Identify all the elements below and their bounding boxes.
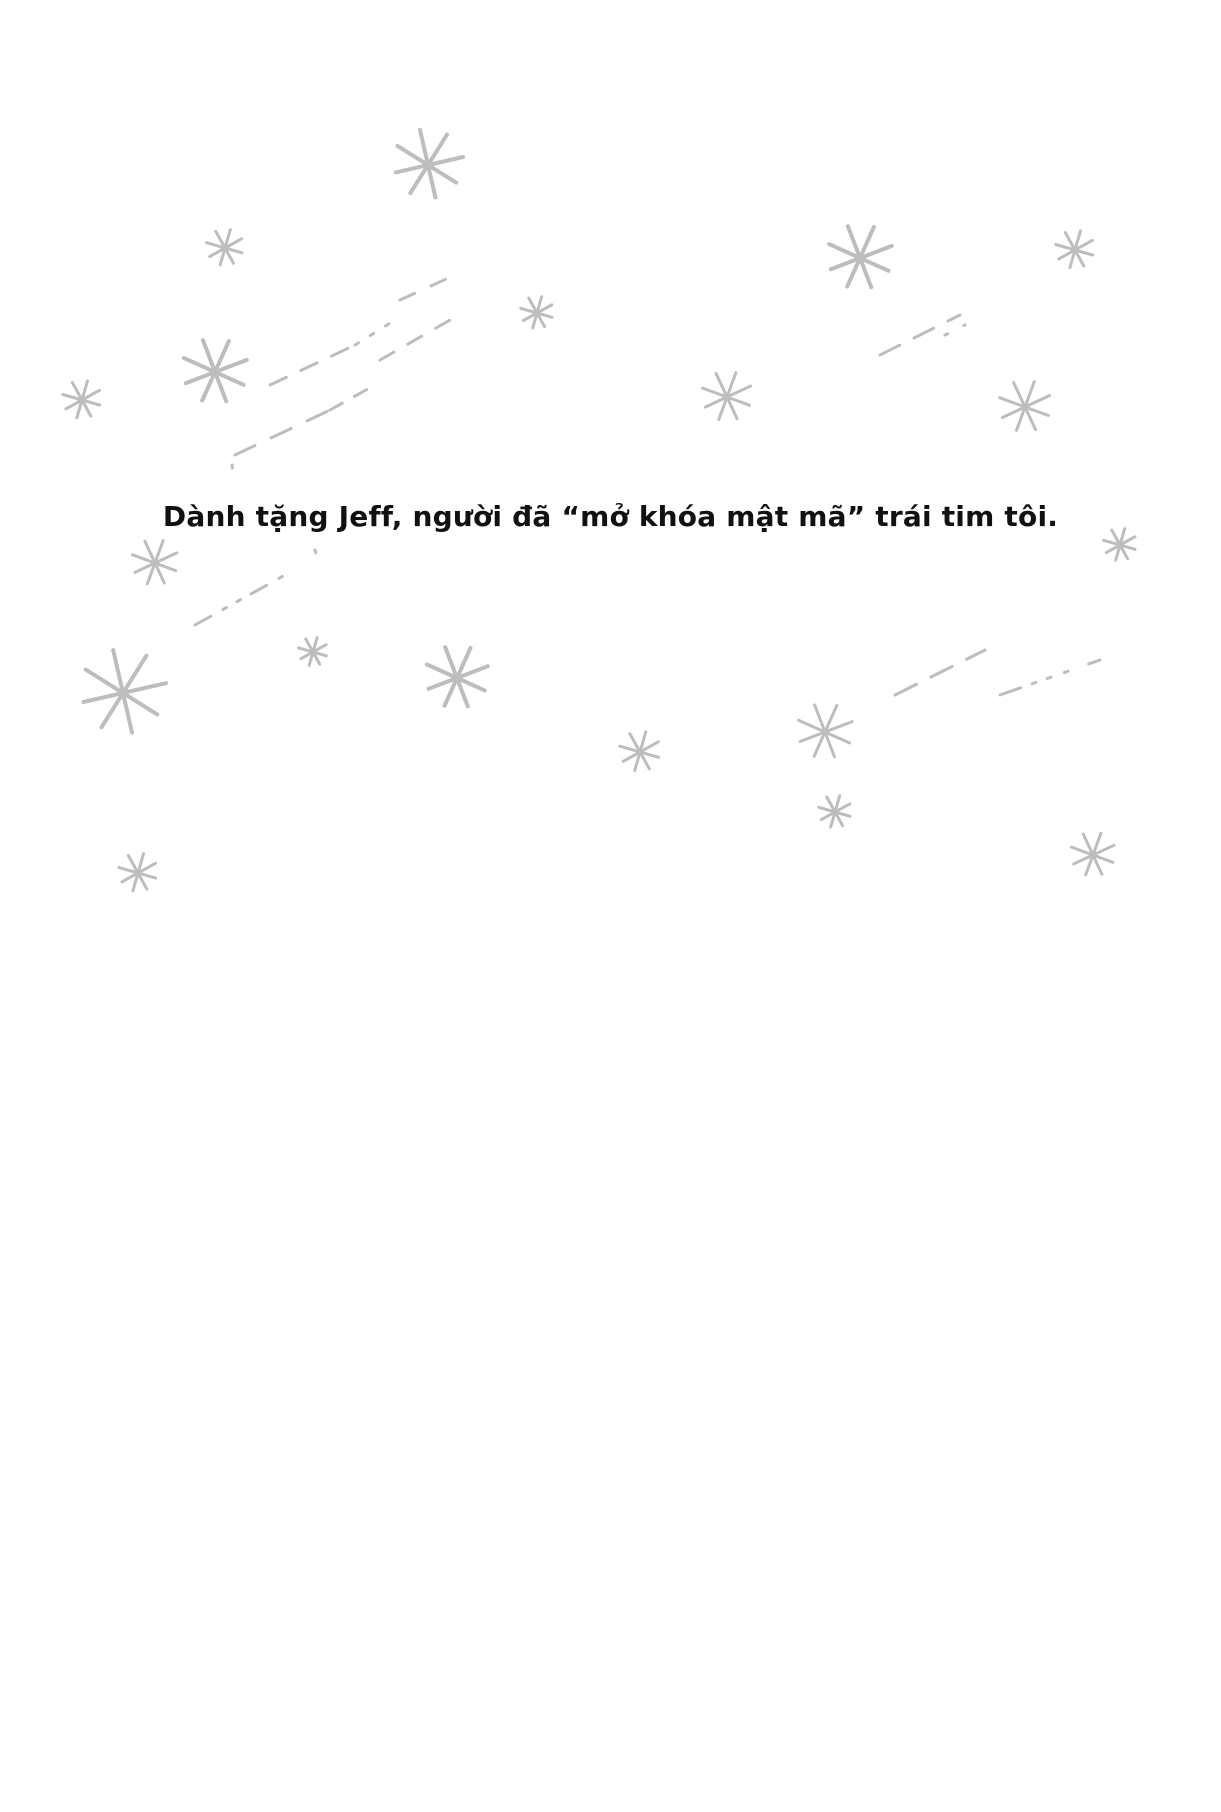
snowflake-star-icon [84,650,166,732]
dash-trail [235,410,330,455]
dash-trail [232,465,235,485]
snowflake-star-icon [133,541,177,584]
snowflake-star-icon [521,297,552,328]
snowflake-star-icon [799,705,853,757]
dash-trail [895,650,985,695]
dash-trail [355,320,395,345]
dedication-text: Dành tặng Jeff, người đã “mở khóa mật mã” trái tim tôi. [162,500,1059,533]
snowflake-star-icon [703,373,751,420]
snowflake-star-icon [299,638,327,666]
snowflake-star-icon [1056,231,1093,268]
dash-trail [400,275,455,300]
dash-trail [270,345,355,385]
snowflake-star-icon [63,381,100,418]
dash-trail [195,575,285,625]
snowflake-star-icon [119,854,156,891]
snowflake-star-icon [1104,529,1135,560]
snowflake-star-icon [427,647,488,706]
snowflake-star-icon [1000,382,1050,431]
snowflake-star-icon [819,796,850,827]
snowflake-star-icon [184,340,247,401]
dash-trail-group [195,275,1100,695]
dash-trail [380,320,450,360]
dash-trail [945,325,965,335]
snowflake-star-icon [1071,833,1114,875]
dash-trail [315,550,318,560]
snowflake-star-icon [207,230,242,265]
snowflake-star-icon [620,732,659,771]
dash-trail [1000,660,1100,695]
snowflake-star-icon [829,226,892,287]
dash-trail [330,385,375,410]
snowflake-star-icon [396,130,463,197]
